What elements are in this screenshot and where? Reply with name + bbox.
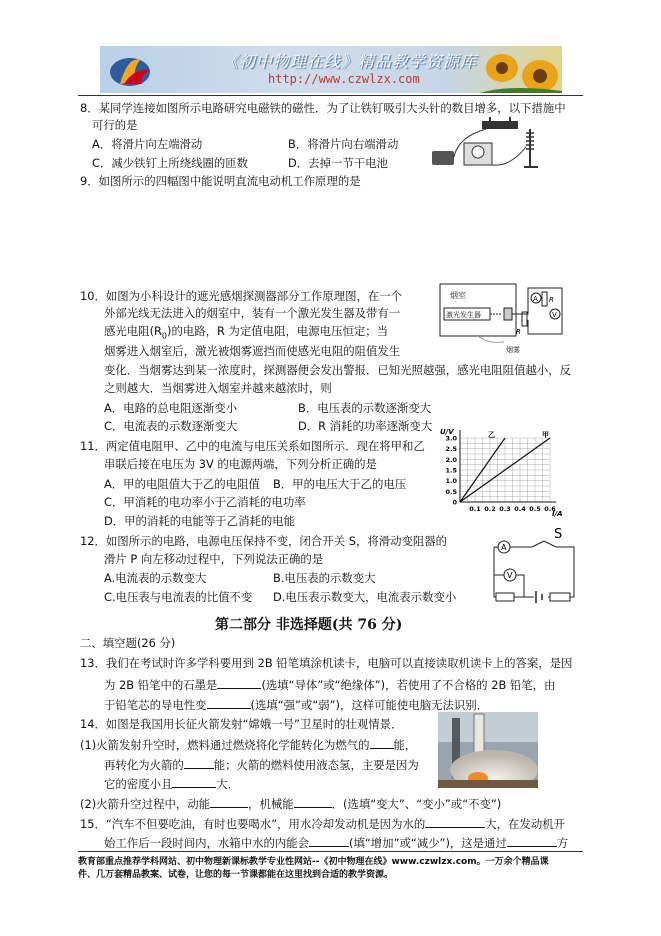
q8-option-d: D．去掉一节干电池 — [288, 156, 388, 170]
q12-ammeter-label: A — [501, 543, 507, 552]
q10-stem-3: 感光电阻$(R_0)$的电路，R 为定值电阻，电源电压恒定；当 — [104, 324, 389, 341]
y-tick-label: 2.0 — [445, 455, 457, 464]
q12-option-b: B.电压表的示数变大 — [273, 571, 376, 585]
q12-circuit-figure — [484, 527, 580, 607]
x-tick-label: 0.4 — [514, 505, 526, 513]
x-tick-label: 0.2 — [484, 505, 496, 513]
q8-stem-2: 可行的是 — [92, 118, 138, 132]
q12-stem-2: 滑片 P 向左移动过程中，下列说法正确的是 — [104, 552, 324, 566]
q15-stem-2: 始工作后一段时间内，水箱中水的内能会 (填“增加”或“减少”)，这是通过 方 — [104, 836, 569, 850]
x-tick-label: 0.5 — [529, 505, 541, 513]
q12-voltmeter-label: V — [507, 571, 513, 580]
q8-option-a: A．将滑片向左端滑动 — [92, 137, 203, 151]
q12-option-d: D.电压表示数变大，电流表示数变小 — [273, 590, 457, 604]
y-tick-label: 1.0 — [445, 477, 457, 486]
q12-option-a: A.电流表的示数变大 — [104, 571, 207, 585]
q8-option-b: B．将滑片向右端滑动 — [288, 137, 399, 151]
footer-rule — [78, 851, 583, 852]
q14-stem-5: (2)火箭升空过程中，动能 ，机械能 ．(选填“变大”、“变小”或“不变”) — [80, 797, 502, 811]
y-tick-label: 3.0 — [445, 434, 457, 443]
y-tick-label: 0 — [452, 498, 457, 507]
q13-stem-1: 13．我们在考试时许多学科要用到 2B 铅笔填涂机读卡，电脑可以直接读取机读卡上的答案，是因 — [80, 656, 573, 670]
q14-blank-4[interactable] — [210, 795, 248, 808]
q10-stem-5: 变化．当烟雾达到某一浓度时，探测器便会发出警报．已知光照越强，感光电阻阻值越小，反 — [104, 363, 572, 377]
ammeter-label: A — [533, 295, 538, 303]
banner-url[interactable]: http://www.czwlzx.com — [268, 72, 420, 86]
q14-stem-3: 再转化为火箭的 能；火箭的燃料使用液态氢，主要是因为 — [104, 758, 419, 772]
graph-y-label: U/V — [440, 428, 454, 436]
q11-option-a: A．甲的电阻值大于乙的电阻值 — [104, 477, 260, 491]
q13-stem-3: 于铅笔芯的导电性变 (选填“强”或“弱”)，这样可能使电脑无法识别． — [104, 698, 489, 712]
q11-stem-1: 11．两定值电阻甲、乙中的电流与电压关系如图所示．现在将甲和乙 — [80, 439, 425, 453]
q14-blank-5[interactable] — [294, 795, 332, 808]
series-label-yi: 乙 — [488, 431, 495, 439]
q13-blank-1[interactable] — [217, 676, 261, 689]
q12-stem-1: 12．如图所示的电路，电源电压保持不变，闭合开关 S，将滑动变阻器的 — [80, 534, 448, 548]
header-banner — [100, 46, 562, 93]
series-label-jia: 甲 — [542, 431, 549, 439]
q11-stem-2: 串联后接在电压为 3V 的电源两端，下列分析正确的是 — [104, 457, 377, 471]
q14-blank-1[interactable] — [370, 736, 394, 749]
q15-blank-2[interactable] — [309, 834, 349, 847]
q13-blank-2[interactable] — [207, 696, 251, 709]
x-tick-label: 0.6 — [544, 505, 556, 513]
q11-option-b: B．甲的电压大于乙的电压 — [273, 477, 407, 491]
resistor-r0-label: R — [516, 328, 521, 336]
q12-switch-label: S — [554, 527, 563, 542]
q8-option-c: C．减少铁钉上所绕线圈的匝数 — [92, 156, 249, 170]
q10-room-label: 烟室 — [450, 291, 466, 300]
q9-stem: 9．如图所示的四幅图中能说明直流电动机工作原理的是 — [80, 174, 361, 188]
q10-stem-1: 10．如图为小科设计的遮光感烟探测器部分工作原理图，在一个 — [80, 289, 403, 303]
q13-stem-2: 为 2B 铅笔中的石墨是 (选填“导体”或“绝缘体”)，若使用了不合格的 2B 铅笔，由 — [104, 678, 556, 692]
q11-option-d: D．甲的消耗的电能等于乙消耗的电能 — [104, 514, 296, 528]
resistor-r-label: R — [549, 296, 554, 304]
q14-blank-2[interactable] — [184, 756, 214, 769]
q10-laser-label: 激光发生器 — [446, 311, 481, 319]
q10-option-b: B．电压表的示数逐渐变大 — [298, 401, 432, 415]
q10-option-d: D．R 消耗的功率逐渐变大 — [298, 419, 433, 433]
footer-line-2: 件、几万套精品教案、试卷，让您的每一节课都能在这里找到合适的教学资源。 — [78, 870, 394, 880]
q14-stem-2: (1)火箭发射升空时，燃料通过燃烧将化学能转化为燃气的 能， — [80, 738, 417, 752]
q10-option-a: A．电路的总电阻逐渐变小 — [104, 401, 238, 415]
q11-option-c: C．甲消耗的电功率小于乙消耗的电功率 — [104, 495, 306, 509]
q10-stem-4: 烟雾进入烟室后，激光被烟雾遮挡而使感光电阻的阻值发生 — [104, 344, 401, 358]
y-tick-label: 0.5 — [445, 487, 457, 496]
y-tick-label: 2.5 — [445, 445, 457, 454]
rocket-launch-photo — [438, 712, 538, 788]
q11-ui-graph — [436, 424, 568, 520]
q10-option-c: C．电流表的示数逐渐变大 — [104, 419, 238, 433]
header-rule — [78, 95, 583, 96]
q10-stem-2: 外部光线无法进入的烟室中，装有一个激光发生器及带有一 — [104, 306, 401, 320]
q8-circuit-figure — [430, 117, 548, 177]
q15-stem-1: 15．“汽车不但要吃油，有时也要喝水”，用水冷却发动机是因为水的 大，在发动机开 — [80, 817, 565, 831]
q10-stem-6: 之则越大．当烟雾进入烟室并越来越浓时，则 — [104, 381, 332, 395]
site-logo — [106, 50, 164, 90]
q14-stem-4: 它的密度小且 大． — [104, 777, 240, 791]
q8-stem: 8．某同学连接如图所示电路研究电磁铁的磁性．为了让铁钉吸引大头针的数目增多，以下措施中 — [80, 101, 566, 115]
section2-title: 二、填空题(26 分) — [80, 636, 176, 650]
footer-line-1: 教育部重点推荐学科网站、初中物理新课标教学专业性网站--《初中物理在线》www.czwlzx.com。一万余个精品课 — [78, 857, 549, 867]
x-tick-label: 0.3 — [499, 505, 511, 513]
sunflower-image — [480, 46, 562, 93]
y-tick-label: 1.5 — [445, 466, 457, 475]
q15-blank-3[interactable] — [507, 834, 557, 847]
q12-option-c: C.电压表与电流表的比值不变 — [104, 590, 253, 604]
x-tick-label: 0.1 — [469, 505, 481, 513]
q10-smoke-detector-figure — [438, 282, 570, 358]
q15-blank-1[interactable] — [425, 815, 485, 828]
graph-x-label: I/A — [552, 510, 563, 518]
part2-heading: 第二部分 非选择题(共 76 分) — [215, 617, 403, 633]
banner-title: 《初中物理在线》精品教学资源库 — [222, 52, 478, 71]
q14-blank-3[interactable] — [172, 775, 216, 788]
voltmeter-label: V — [552, 311, 557, 319]
q14-stem-1: 14．如图是我国用长征火箭发射“嫦娥一号”卫星时的壮观情景． — [80, 717, 403, 731]
q10-smoke-label: 烟雾 — [506, 346, 520, 354]
